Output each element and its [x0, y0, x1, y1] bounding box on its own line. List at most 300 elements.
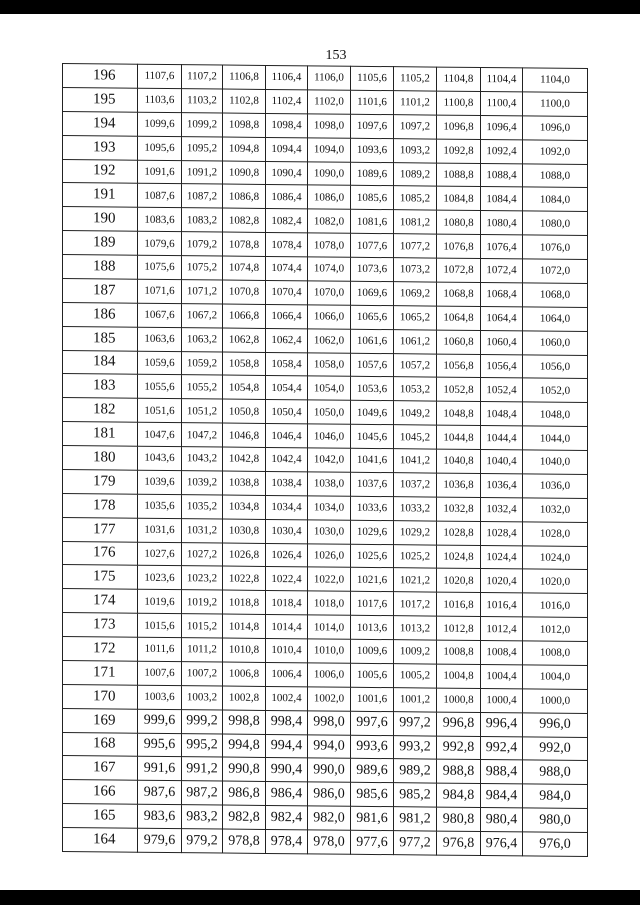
value-cell: 1004,0	[523, 665, 588, 689]
value-cell: 1085,2	[394, 186, 437, 210]
value-cell: 1096,4	[481, 115, 523, 139]
value-cell: 1091,6	[138, 160, 182, 184]
value-cell: 1080,8	[437, 210, 481, 234]
value-cell: 1028,8	[437, 521, 481, 545]
value-cell: 1104,4	[481, 68, 523, 92]
row-number-cell: 184	[63, 350, 138, 375]
value-cell: 1084,0	[523, 187, 588, 211]
value-cell: 978,0	[308, 830, 351, 854]
value-cell: 1006,0	[308, 663, 351, 687]
value-cell: 1024,4	[481, 545, 523, 569]
value-cell: 1103,2	[182, 89, 223, 113]
value-cell: 1077,2	[394, 234, 437, 258]
value-cell: 1044,4	[481, 426, 523, 450]
value-cell: 998,0	[308, 710, 351, 734]
value-cell: 1097,6	[351, 114, 394, 138]
value-cell: 1041,6	[351, 448, 394, 472]
row-number-cell: 170	[63, 684, 138, 709]
value-cell: 980,0	[523, 808, 588, 832]
value-cell: 988,0	[523, 760, 588, 784]
value-cell: 1065,2	[394, 305, 437, 329]
value-cell: 1050,8	[223, 399, 266, 423]
value-cell: 1037,2	[394, 473, 437, 497]
row-number-cell: 188	[63, 255, 138, 280]
value-cell: 1030,0	[308, 519, 351, 543]
value-cell: 988,4	[481, 760, 523, 784]
value-cell: 997,6	[351, 711, 394, 735]
row-number-cell: 183	[63, 374, 138, 399]
value-cell: 1074,0	[308, 257, 351, 281]
value-cell: 1102,0	[308, 90, 351, 114]
value-cell: 1094,4	[266, 137, 308, 161]
value-cell: 1098,4	[266, 113, 308, 137]
value-cell: 1022,4	[266, 567, 308, 591]
value-cell: 1071,6	[138, 279, 182, 303]
row-number-cell: 193	[63, 135, 138, 160]
table-row	[63, 828, 588, 857]
value-cell: 976,4	[481, 832, 523, 856]
value-cell: 995,6	[138, 733, 182, 757]
row-number-cell: 167	[63, 756, 138, 781]
value-cell: 1001,2	[394, 687, 437, 711]
value-cell: 1070,8	[223, 280, 266, 304]
value-cell: 976,8	[437, 831, 481, 855]
row-number-cell: 194	[63, 111, 138, 136]
value-cell: 1089,2	[394, 162, 437, 186]
value-cell: 986,0	[308, 782, 351, 806]
value-cell: 995,2	[182, 733, 223, 757]
value-cell: 984,8	[437, 783, 481, 807]
scan-border-top	[0, 0, 640, 14]
value-cell: 1023,2	[182, 566, 223, 590]
value-cell: 1018,0	[308, 591, 351, 615]
value-cell: 1058,0	[308, 352, 351, 376]
value-cell: 1081,6	[351, 210, 394, 234]
value-cell: 987,6	[138, 780, 182, 804]
value-cell: 1000,8	[437, 688, 481, 712]
value-cell: 1001,6	[351, 687, 394, 711]
value-cell: 1013,2	[394, 616, 437, 640]
value-cell: 1056,8	[437, 354, 481, 378]
value-cell: 1095,6	[138, 136, 182, 160]
value-cell: 1074,8	[223, 256, 266, 280]
value-cell: 1053,6	[351, 377, 394, 401]
value-cell: 1064,0	[523, 307, 588, 331]
value-cell: 1092,0	[523, 140, 588, 164]
row-number-cell: 195	[63, 87, 138, 112]
value-cell: 1035,6	[138, 494, 182, 518]
value-cell: 1048,8	[437, 401, 481, 425]
value-cell: 1021,6	[351, 568, 394, 592]
value-cell: 1079,2	[182, 232, 223, 256]
value-cell: 991,2	[182, 757, 223, 781]
value-cell: 1083,2	[182, 208, 223, 232]
value-cell: 1043,6	[138, 446, 182, 470]
value-cell: 1066,0	[308, 305, 351, 329]
value-cell: 990,0	[308, 758, 351, 782]
value-cell: 1066,4	[266, 304, 308, 328]
row-number-cell: 172	[63, 637, 138, 662]
value-cell: 1088,0	[523, 163, 588, 187]
value-cell: 1080,4	[481, 211, 523, 235]
value-cell: 994,0	[308, 734, 351, 758]
value-cell: 1040,0	[523, 450, 588, 474]
value-cell: 1086,0	[308, 185, 351, 209]
value-cell: 1082,4	[266, 209, 308, 233]
value-cell: 1083,6	[138, 207, 182, 231]
value-cell: 1045,6	[351, 424, 394, 448]
value-cell: 989,2	[394, 759, 437, 783]
value-cell: 1052,4	[481, 378, 523, 402]
value-cell: 986,4	[266, 782, 308, 806]
value-cell: 1086,8	[223, 184, 266, 208]
value-cell: 1085,6	[351, 186, 394, 210]
row-number-cell: 180	[63, 446, 138, 471]
value-cell: 1070,4	[266, 280, 308, 304]
value-cell: 1035,2	[182, 494, 223, 518]
row-number-cell: 165	[63, 804, 138, 829]
value-cell: 1087,6	[138, 184, 182, 208]
value-cell: 1064,4	[481, 306, 523, 330]
value-cell: 1050,0	[308, 400, 351, 424]
value-cell: 1051,6	[138, 398, 182, 422]
value-cell: 1040,4	[481, 450, 523, 474]
value-cell: 1054,8	[223, 375, 266, 399]
row-number-cell: 171	[63, 660, 138, 685]
value-cell: 1027,2	[182, 542, 223, 566]
value-cell: 1056,0	[523, 354, 588, 378]
row-number-cell: 173	[63, 613, 138, 638]
value-cell: 1004,8	[437, 664, 481, 688]
value-cell: 979,2	[182, 829, 223, 853]
value-cell: 979,6	[138, 828, 182, 852]
value-cell: 1067,2	[182, 303, 223, 327]
value-cell: 1046,0	[308, 424, 351, 448]
value-cell: 1032,0	[523, 498, 588, 522]
value-cell: 989,6	[351, 759, 394, 783]
value-cell: 1011,6	[138, 637, 182, 661]
value-cell: 1049,2	[394, 401, 437, 425]
value-cell: 996,8	[437, 712, 481, 736]
value-cell: 1037,6	[351, 472, 394, 496]
value-cell: 1028,0	[523, 522, 588, 546]
value-cell: 1029,6	[351, 520, 394, 544]
value-cell: 977,6	[351, 830, 394, 854]
value-cell: 1012,0	[523, 617, 588, 641]
value-cell: 1069,6	[351, 281, 394, 305]
value-cell: 1091,2	[182, 160, 223, 184]
value-cell: 977,2	[394, 831, 437, 855]
value-cell: 1031,6	[138, 518, 182, 542]
value-cell: 1105,6	[351, 66, 394, 90]
value-cell: 1031,2	[182, 518, 223, 542]
value-cell: 1107,6	[138, 64, 182, 88]
value-cell: 1010,8	[223, 638, 266, 662]
value-cell: 1030,8	[223, 519, 266, 543]
value-cell: 1047,6	[138, 422, 182, 446]
value-cell: 1056,4	[481, 354, 523, 378]
page-number: 153	[325, 48, 347, 63]
value-cell: 1106,4	[266, 65, 308, 89]
value-cell: 1024,8	[437, 545, 481, 569]
value-cell: 1022,8	[223, 566, 266, 590]
value-cell: 1107,2	[182, 65, 223, 89]
value-cell: 992,0	[523, 736, 588, 760]
value-cell: 980,4	[481, 808, 523, 832]
value-cell: 999,2	[182, 709, 223, 733]
value-cell: 1104,0	[523, 68, 588, 92]
value-cell: 1033,6	[351, 496, 394, 520]
value-cell: 1069,2	[394, 282, 437, 306]
value-cell: 1009,6	[351, 639, 394, 663]
value-cell: 1036,4	[481, 473, 523, 497]
value-cell: 1008,0	[523, 641, 588, 665]
value-cell: 994,8	[223, 734, 266, 758]
value-cell: 1039,2	[182, 471, 223, 495]
row-number-cell: 174	[63, 589, 138, 614]
value-cell: 1073,2	[394, 258, 437, 282]
value-cell: 983,2	[182, 805, 223, 829]
value-cell: 981,2	[394, 807, 437, 831]
value-cell: 1034,8	[223, 495, 266, 519]
value-cell: 1016,0	[523, 593, 588, 617]
value-cell: 1014,8	[223, 614, 266, 638]
value-cell: 1000,0	[523, 689, 588, 713]
value-cell: 1096,0	[523, 116, 588, 140]
value-cell: 1044,0	[523, 426, 588, 450]
value-cell: 982,4	[266, 806, 308, 830]
value-cell: 1076,8	[437, 234, 481, 258]
value-cell: 1042,0	[308, 448, 351, 472]
value-cell: 1059,6	[138, 351, 182, 375]
value-cell: 1028,4	[481, 521, 523, 545]
value-cell: 982,8	[223, 805, 266, 829]
row-number-cell: 176	[63, 541, 138, 566]
value-cell: 1064,8	[437, 306, 481, 330]
value-cell: 993,2	[394, 735, 437, 759]
value-cell: 998,4	[266, 710, 308, 734]
value-cell: 1063,6	[138, 327, 182, 351]
value-cell: 1090,8	[223, 161, 266, 185]
value-cell: 1065,6	[351, 305, 394, 329]
value-cell: 1013,6	[351, 615, 394, 639]
value-cell: 1103,6	[138, 88, 182, 112]
value-cell: 992,4	[481, 736, 523, 760]
value-cell: 1078,0	[308, 233, 351, 257]
value-cell: 1045,2	[394, 425, 437, 449]
value-cell: 1048,4	[481, 402, 523, 426]
value-cell: 1017,2	[394, 592, 437, 616]
value-cell: 994,4	[266, 734, 308, 758]
value-cell: 1075,2	[182, 256, 223, 280]
value-cell: 1010,4	[266, 638, 308, 662]
value-cell: 985,6	[351, 783, 394, 807]
value-cell: 1079,6	[138, 231, 182, 255]
table-container	[62, 63, 587, 857]
value-cell: 1020,8	[437, 568, 481, 592]
value-cell: 1060,0	[523, 331, 588, 355]
value-cell: 987,2	[182, 781, 223, 805]
value-cell: 1019,2	[182, 590, 223, 614]
value-cell: 1000,4	[481, 688, 523, 712]
value-cell: 1040,8	[437, 449, 481, 473]
value-cell: 1077,6	[351, 233, 394, 257]
value-cell: 1005,2	[394, 664, 437, 688]
value-cell: 1048,0	[523, 402, 588, 426]
value-cell: 1098,8	[223, 113, 266, 137]
value-cell: 1052,8	[437, 377, 481, 401]
value-cell: 1008,4	[481, 641, 523, 665]
value-cell: 1038,0	[308, 472, 351, 496]
value-cell: 1030,4	[266, 519, 308, 543]
value-cell: 1020,4	[481, 569, 523, 593]
row-number-cell: 168	[63, 732, 138, 757]
value-cell: 997,2	[394, 711, 437, 735]
value-cell: 1006,4	[266, 662, 308, 686]
value-cell: 984,0	[523, 784, 588, 808]
value-cell: 1015,6	[138, 613, 182, 637]
value-cell: 1098,0	[308, 114, 351, 138]
value-cell: 1061,2	[394, 329, 437, 353]
value-cell: 1018,8	[223, 590, 266, 614]
value-cell: 1010,0	[308, 639, 351, 663]
value-cell: 1042,8	[223, 447, 266, 471]
value-cell: 1062,4	[266, 328, 308, 352]
row-number-cell: 191	[63, 183, 138, 208]
value-cell: 1090,4	[266, 161, 308, 185]
value-cell: 1002,8	[223, 686, 266, 710]
value-cell: 1020,0	[523, 569, 588, 593]
value-cell: 1096,8	[437, 115, 481, 139]
value-cell: 1012,8	[437, 616, 481, 640]
row-number-cell: 169	[63, 708, 138, 733]
value-cell: 1060,4	[481, 330, 523, 354]
value-cell: 1022,0	[308, 567, 351, 591]
value-cell: 1036,0	[523, 474, 588, 498]
value-cell: 1051,2	[182, 399, 223, 423]
value-cell: 1089,6	[351, 162, 394, 186]
value-cell: 978,8	[223, 829, 266, 853]
value-cell: 1018,4	[266, 591, 308, 615]
value-cell: 1015,2	[182, 614, 223, 638]
value-cell: 1014,0	[308, 615, 351, 639]
value-cell: 1080,0	[523, 211, 588, 235]
value-cell: 1081,2	[394, 210, 437, 234]
value-cell: 1042,4	[266, 447, 308, 471]
value-cell: 1086,4	[266, 185, 308, 209]
value-cell: 1027,6	[138, 542, 182, 566]
value-cell: 1005,6	[351, 663, 394, 687]
row-number-cell: 189	[63, 231, 138, 256]
value-cell: 1054,4	[266, 376, 308, 400]
value-cell: 1093,6	[351, 138, 394, 162]
row-number-cell: 182	[63, 398, 138, 423]
value-cell: 1084,8	[437, 186, 481, 210]
value-cell: 1072,4	[481, 259, 523, 283]
value-cell: 1041,2	[394, 449, 437, 473]
value-cell: 1082,0	[308, 209, 351, 233]
value-cell: 988,8	[437, 759, 481, 783]
value-cell: 1068,4	[481, 282, 523, 306]
value-cell: 1046,4	[266, 424, 308, 448]
value-cell: 1047,2	[182, 423, 223, 447]
value-cell: 1033,2	[394, 496, 437, 520]
value-cell: 1023,6	[138, 566, 182, 590]
value-cell: 1067,6	[138, 303, 182, 327]
value-cell: 1043,2	[182, 447, 223, 471]
value-cell: 999,6	[138, 709, 182, 733]
value-cell: 1060,8	[437, 330, 481, 354]
value-cell: 1032,4	[481, 497, 523, 521]
value-cell: 1008,8	[437, 640, 481, 664]
value-cell: 1049,6	[351, 401, 394, 425]
value-cell: 1046,8	[223, 423, 266, 447]
value-cell: 1055,6	[138, 375, 182, 399]
value-cell: 985,2	[394, 783, 437, 807]
table-body	[63, 64, 588, 857]
value-cell: 1026,4	[266, 543, 308, 567]
value-cell: 1059,2	[182, 351, 223, 375]
value-cell: 1003,2	[182, 685, 223, 709]
value-cell: 1070,0	[308, 281, 351, 305]
scan-border-bottom	[0, 890, 640, 905]
value-cell: 982,0	[308, 806, 351, 830]
value-cell: 1002,0	[308, 687, 351, 711]
value-cell: 1068,0	[523, 283, 588, 307]
value-cell: 1106,0	[308, 66, 351, 90]
value-cell: 1075,6	[138, 255, 182, 279]
value-cell: 1100,0	[523, 92, 588, 116]
row-number-cell: 175	[63, 565, 138, 590]
value-cell: 1053,2	[394, 377, 437, 401]
value-cell: 1094,8	[223, 137, 266, 161]
value-cell: 1055,2	[182, 375, 223, 399]
value-cell: 1088,4	[481, 163, 523, 187]
value-cell: 1002,4	[266, 686, 308, 710]
value-cell: 1029,2	[394, 520, 437, 544]
value-cell: 1072,0	[523, 259, 588, 283]
value-cell: 1039,6	[138, 470, 182, 494]
row-number-cell: 190	[63, 207, 138, 232]
value-cell: 992,8	[437, 736, 481, 760]
row-number-cell: 178	[63, 493, 138, 518]
value-cell: 1097,2	[394, 114, 437, 138]
value-cell: 1099,2	[182, 112, 223, 136]
row-number-cell: 186	[63, 302, 138, 327]
value-cell: 1006,8	[223, 662, 266, 686]
row-number-cell: 179	[63, 469, 138, 494]
value-cell: 1007,6	[138, 661, 182, 685]
value-cell: 1074,4	[266, 256, 308, 280]
value-cell: 1088,8	[437, 163, 481, 187]
data-table	[62, 63, 588, 857]
row-number-cell: 166	[63, 780, 138, 805]
row-number-cell: 192	[63, 159, 138, 184]
value-cell: 978,4	[266, 829, 308, 853]
value-cell: 984,4	[481, 784, 523, 808]
value-cell: 1009,2	[394, 640, 437, 664]
value-cell: 1076,4	[481, 235, 523, 259]
value-cell: 1061,6	[351, 329, 394, 353]
value-cell: 1058,8	[223, 352, 266, 376]
value-cell: 1106,8	[223, 65, 266, 89]
value-cell: 1052,0	[523, 378, 588, 402]
value-cell: 1100,4	[481, 91, 523, 115]
value-cell: 1095,2	[182, 136, 223, 160]
value-cell: 1094,0	[308, 137, 351, 161]
value-cell: 1011,2	[182, 638, 223, 662]
value-cell: 1057,6	[351, 353, 394, 377]
